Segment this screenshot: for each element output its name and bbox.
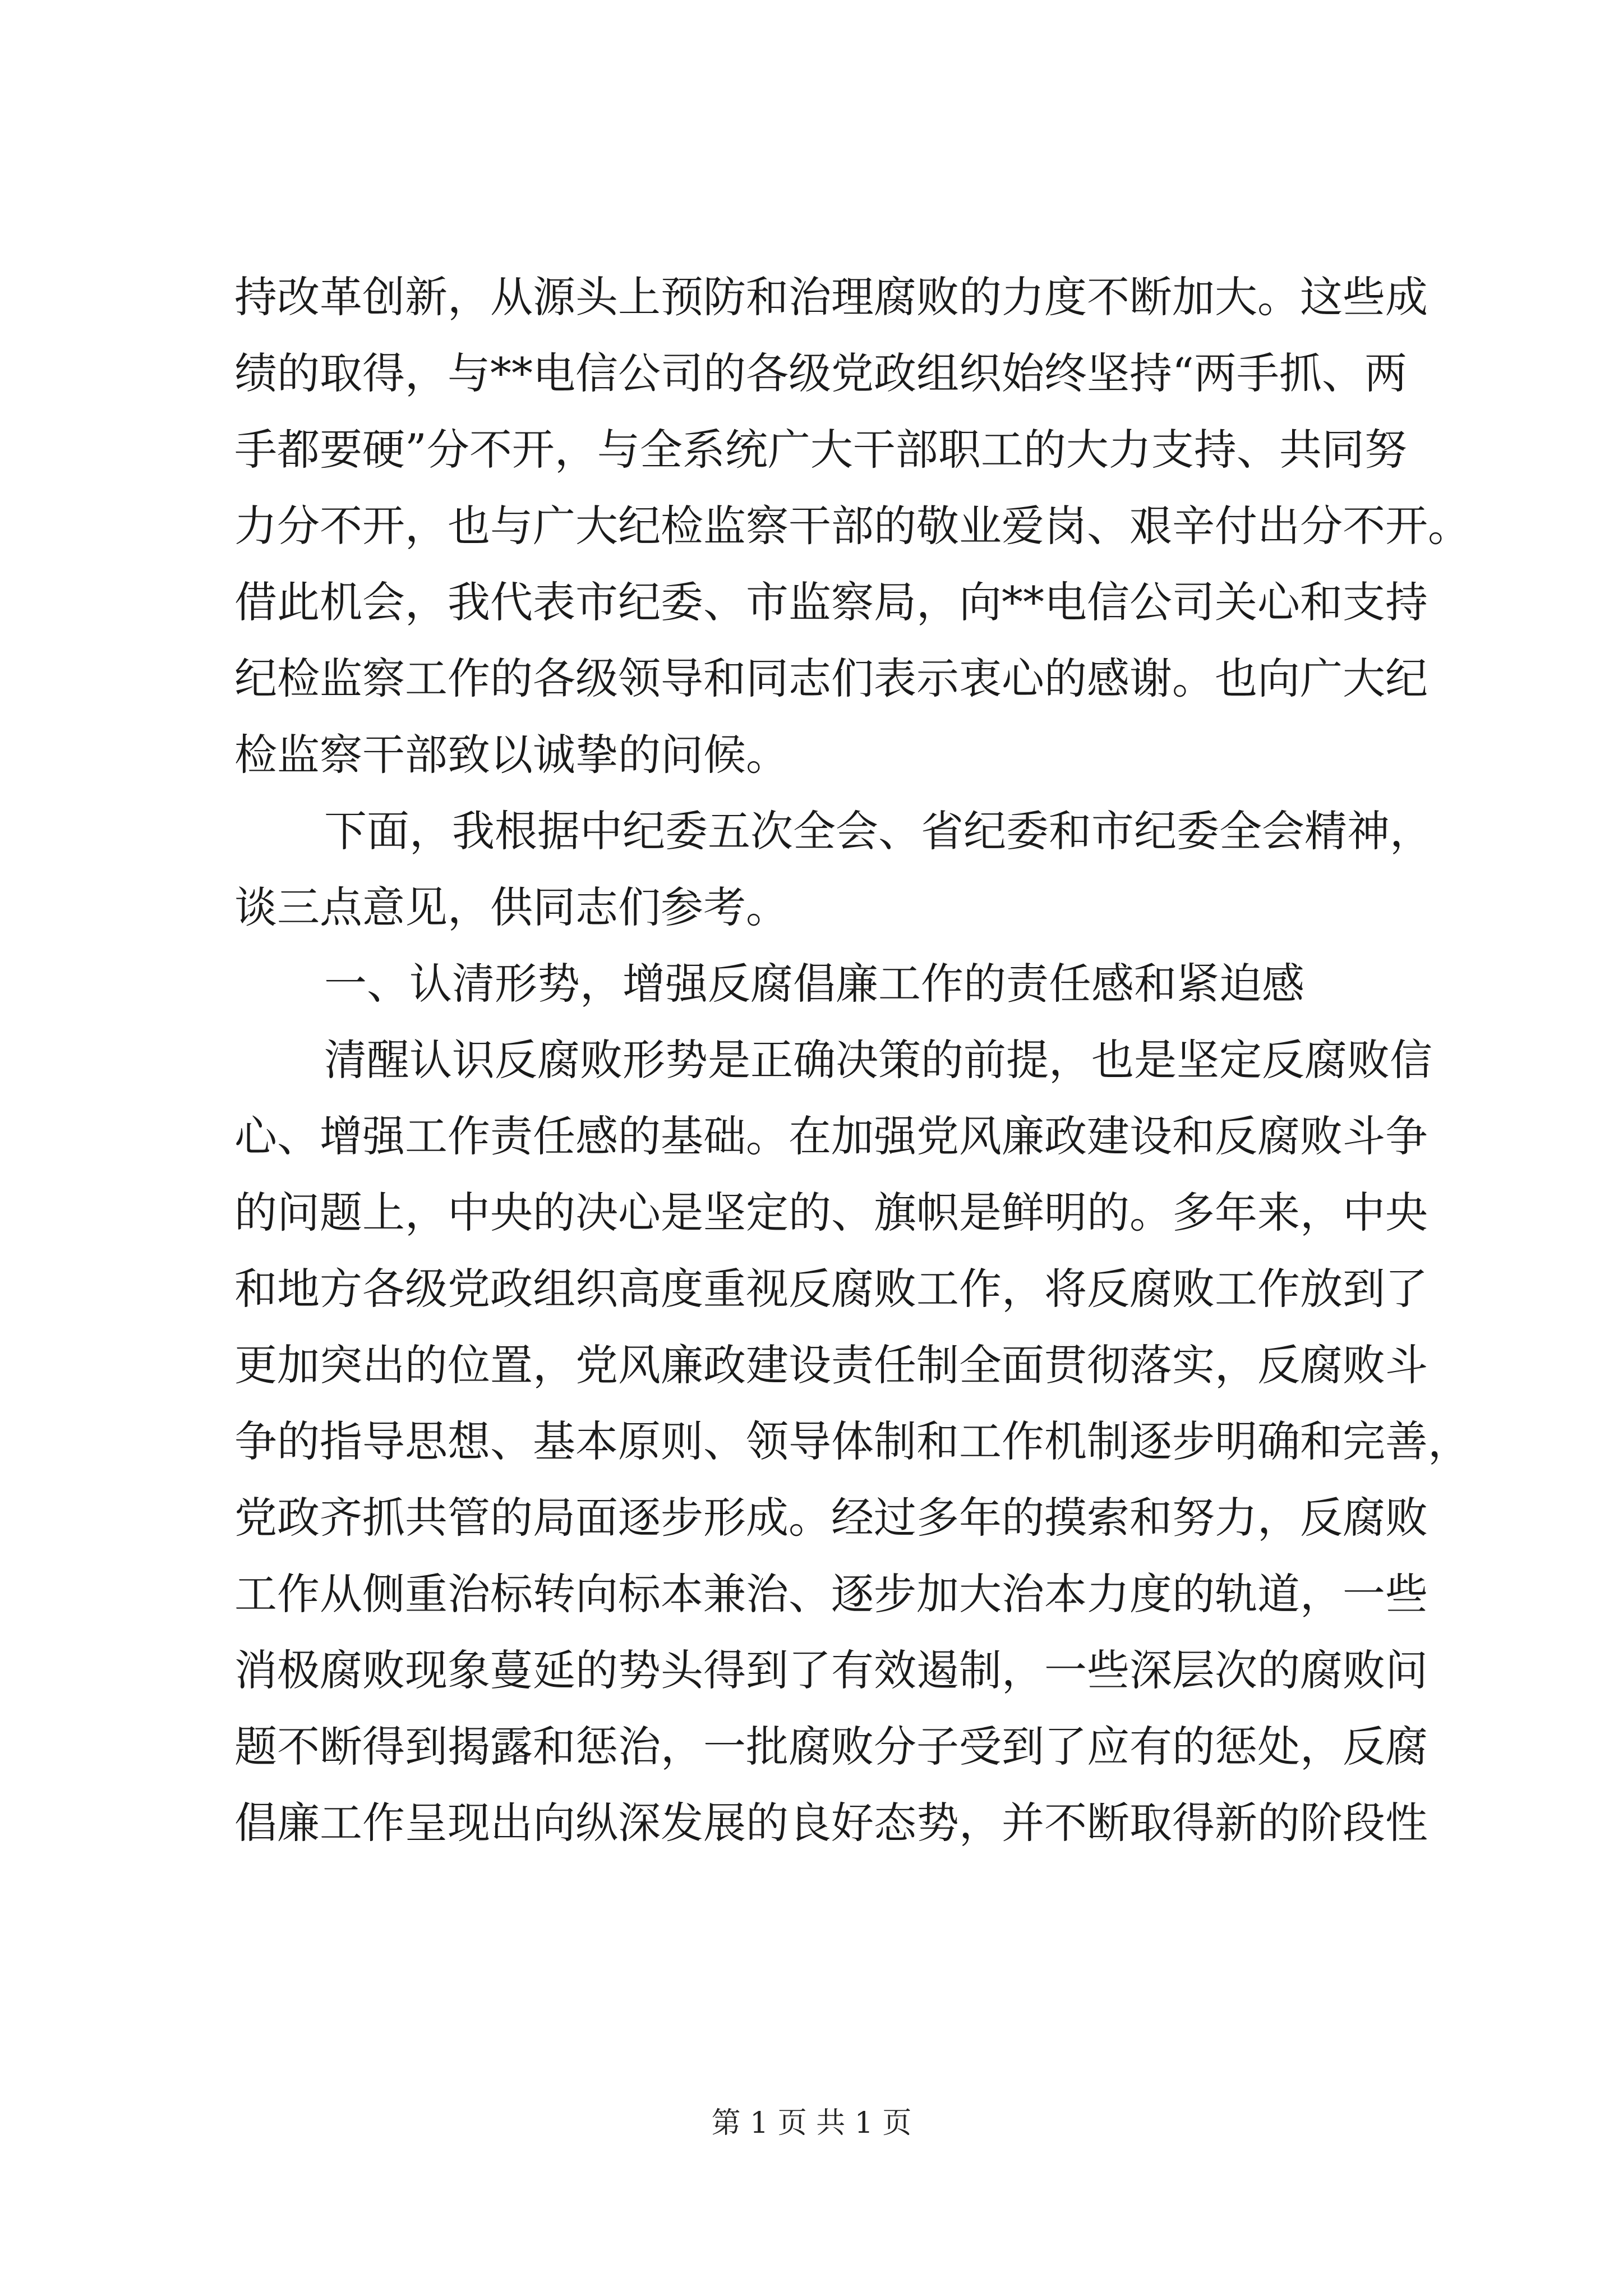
text-line: 纪检监察工作的各级领导和同志们表示衷心的感谢。也向广大纪 (234, 654, 1428, 703)
text-line: 题不断得到揭露和惩治，一批腐败分子受到了应有的惩处，反腐 (234, 1722, 1428, 1772)
document-body (234, 259, 1470, 1861)
text-line: 更加突出的位置，党风廉政建设责任制全面贯彻落实，反腐败斗 (234, 1340, 1428, 1390)
text-line: 党政齐抓共管的局面逐步形成。经过多年的摸索和努力，反腐败 (234, 1493, 1428, 1543)
text-line: 的问题上，中央的决心是坚定的、旗帜是鲜明的。多年来，中央 (234, 1188, 1428, 1237)
text-line: 和地方各级党政组织高度重视反腐败工作，将反腐败工作放到了 (234, 1264, 1428, 1314)
text-line: 清醒认识反腐败形势是正确决策的前提，也是坚定反腐败信 (324, 1035, 1432, 1085)
text-line: 工作从侧重治标转向标本兼治、逐步加大治本力度的轨道，一些 (234, 1569, 1428, 1619)
text-line: 借此机会，我代表市纪委、市监察局，向**电信公司关心和支持 (234, 577, 1428, 627)
text-line: 检监察干部致以诚挚的问候。 (234, 730, 789, 780)
text-line: 手都要硬”分不开，与全系统广大干部职工的大力支持、共同努 (234, 425, 1407, 475)
text-line: 下面，我根据中纪委五次全会、省纪委和市纪委全会精神， (324, 806, 1432, 856)
text-line: 谈三点意见，供同志们参考。 (234, 882, 789, 932)
text-line: 争的指导思想、基本原则、领导体制和工作机制逐步明确和完善， (234, 1416, 1470, 1466)
text-line: 倡廉工作呈现出向纵深发展的良好态势，并不断取得新的阶段性 (234, 1798, 1428, 1848)
text-line: 绩的取得，与**电信公司的各级党政组织始终坚持“两手抓、两 (234, 348, 1407, 398)
text-line: 心、增强工作责任感的基础。在加强党风廉政建设和反腐败斗争 (234, 1111, 1428, 1161)
section-heading: 一、认清形势，增强反腐倡廉工作的责任感和紧迫感 (324, 959, 1304, 1009)
page-number: 第 1 页 共 1 页 (711, 2106, 912, 2140)
text-line: 持改革创新，从源头上预防和治理腐败的力度不断加大。这些成 (234, 272, 1428, 322)
text-line: 力分不开，也与广大纪检监察干部的敬业爱岗、艰辛付出分不开。 (234, 501, 1470, 551)
text-line: 消极腐败现象蔓延的势头得到了有效遏制，一些深层次的腐败问 (234, 1645, 1428, 1695)
